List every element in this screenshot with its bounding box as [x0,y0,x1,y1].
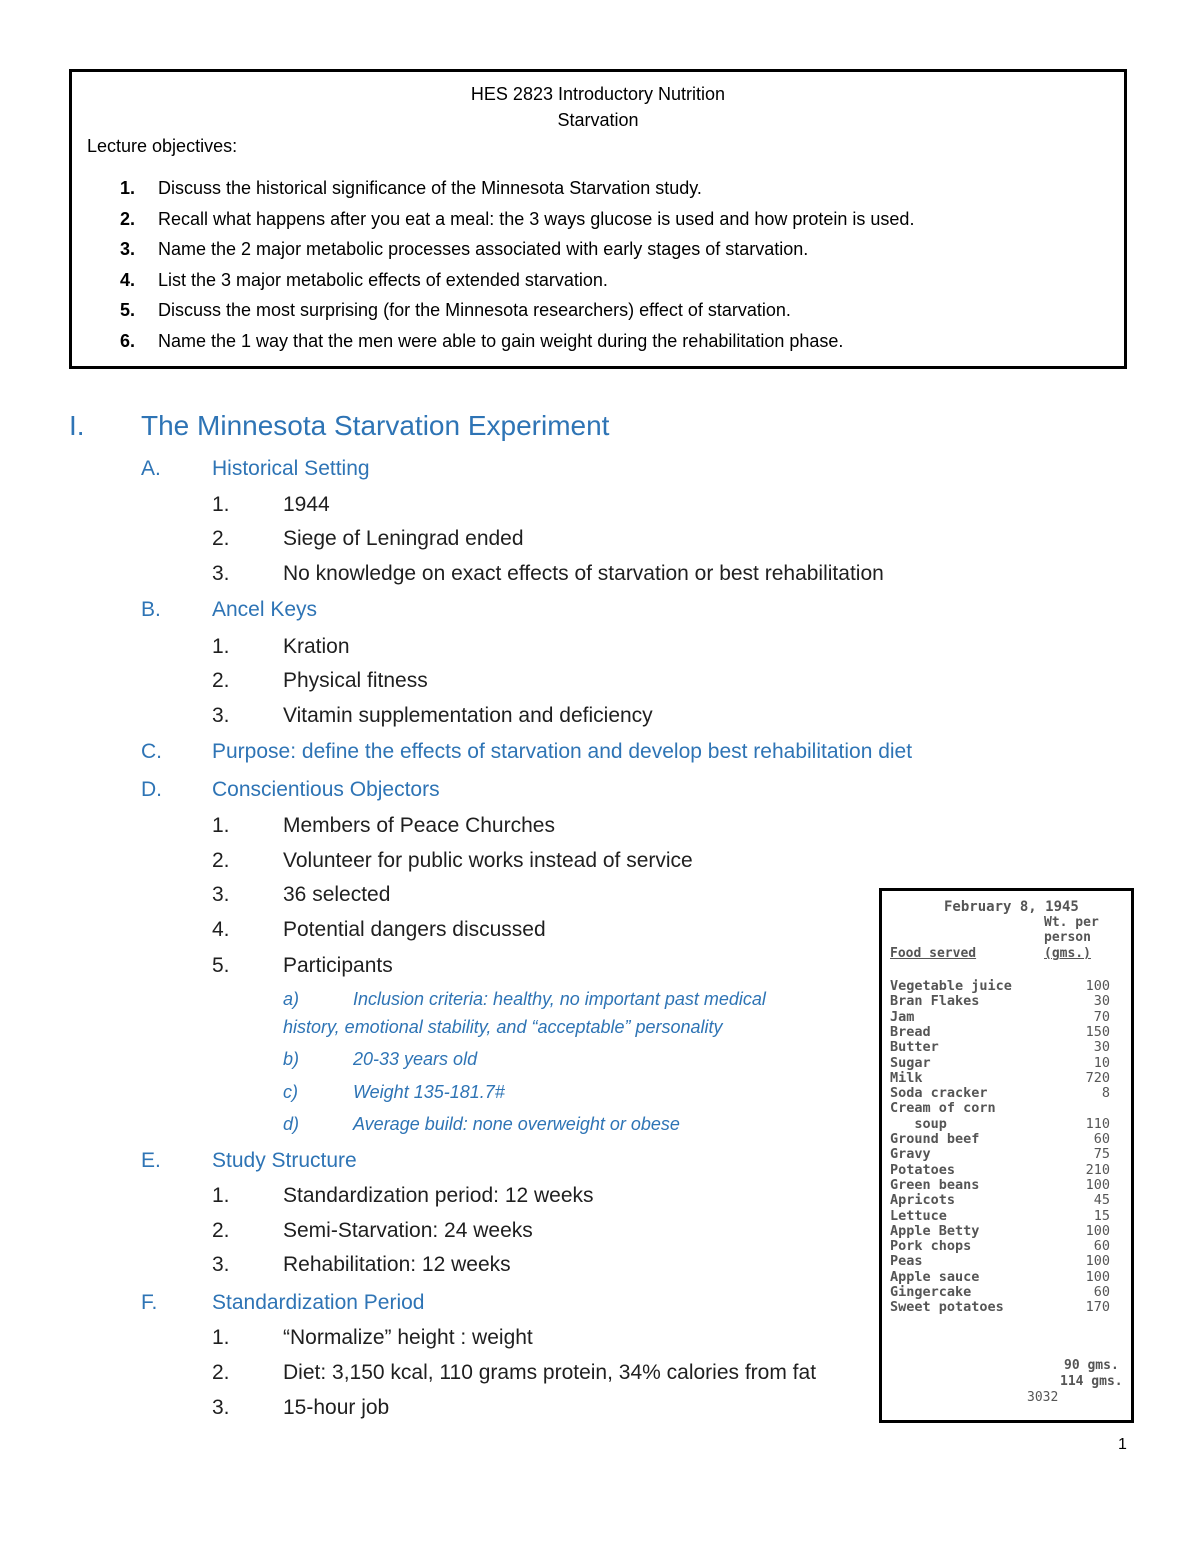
menu-weight: 720 [1085,1069,1110,1086]
objectives-label: Lecture objectives: [87,136,238,156]
outline-num: 2. [212,849,230,872]
sub-letter: a) [283,989,300,1009]
sub-letter: d) [283,1114,300,1134]
list-item: 15-hour job [283,1396,390,1419]
outline-num: 2. [212,1361,230,1384]
menu-food: Butter [890,1039,939,1056]
outline-num: 2. [212,1219,230,1242]
menu-weight: 150 [1085,1023,1110,1040]
outline-num: 1. [212,1184,230,1207]
sub-item: Average build: none overweight or obese [353,1114,680,1134]
menu-total: 90 gms. [1064,1358,1119,1373]
menu-weight: 30 [1093,1039,1110,1056]
list-item: Potential dangers discussed [283,918,546,941]
menu-food: Peas [890,1253,923,1270]
objective-item: 6. Name the 1 way that the men were able to gain weight during the rehabilitation phase. [120,331,844,351]
menu-date: February 8, 1945 [944,899,1079,915]
menu-scan-image [879,888,1134,1423]
heading-conscientious-objectors: Conscientious Objectors [212,778,440,801]
list-item: Vitamin supplementation and deficiency [283,704,653,727]
sub-item: Weight 135-181.7# [353,1082,505,1102]
sub-item-continued: history, emotional stability, and “acceptable” personality [283,1017,723,1037]
outline-num: 2. [212,669,230,692]
objective-item: 4. List the 3 major metabolic effects of extended starvation. [120,270,608,290]
menu-total: 3032 [1027,1390,1059,1405]
list-item: Volunteer for public works instead of service [283,849,693,872]
list-item: Siege of Leningrad ended [283,527,524,550]
outline-num: 3. [212,883,230,906]
outline-letter: B. [141,598,161,621]
menu-weight: 100 [1085,1253,1110,1270]
heading-purpose: Purpose: define the effects of starvation and develop best rehabilitation diet [212,740,913,763]
heading-study-structure: Study Structure [212,1149,357,1172]
menu-weight: 60 [1093,1284,1110,1300]
outline-num: 4. [212,918,230,941]
section-number: I. [69,410,85,441]
outline-num: 1. [212,1326,230,1349]
menu-food: Jam [890,1008,915,1025]
outline-num: 5. [212,954,230,977]
menu-food: Potatoes [890,1161,956,1178]
menu-weight: 100 [1085,1222,1110,1239]
outline-letter: C. [141,740,162,763]
menu-food: Lettuce [890,1207,947,1224]
menu-weight: 8 [1101,1085,1110,1102]
outline-num: 2. [212,527,230,550]
list-item: Diet: 3,150 kcal, 110 grams protein, 34% calories from fat [283,1361,817,1384]
objective-item: 5. Discuss the most surprising (for the Minnesota researchers) effect of starvation. [120,300,791,320]
outline-letter: A. [141,457,161,480]
outline-letter: F. [141,1291,158,1314]
menu-weight: 210 [1085,1161,1110,1178]
list-item: 1944 [283,493,330,516]
list-item: Participants [283,954,393,977]
lecture-title: Starvation [557,110,639,130]
heading-historical-setting: Historical Setting [212,457,370,480]
menu-food: Sweet potatoes [890,1299,1004,1316]
menu-weight: 30 [1093,993,1110,1010]
objective-item: 1. Discuss the historical significance of the Minnesota Starvation study. [120,178,702,198]
objective-item: 2. Recall what happens after you eat a meal: the 3 ways glucose is used and how protein is used. [120,209,915,229]
menu-weight: 70 [1093,1008,1110,1025]
menu-total: 114 gms. [1060,1374,1123,1389]
course-title: HES 2823 Introductory Nutrition [470,84,726,104]
menu-weight: 45 [1093,1192,1110,1209]
menu-food-header: Food served [890,946,977,961]
menu-food: Milk [890,1069,923,1086]
menu-weight: 15 [1093,1207,1110,1224]
list-item: Kration [283,635,350,658]
menu-weight: 60 [1093,1131,1110,1147]
heading-standardization-period: Standardization Period [212,1291,425,1314]
menu-food: Bread [890,1023,931,1040]
menu-weight: 60 [1093,1238,1110,1255]
outline-num: 1. [212,493,230,516]
outline-num: 3. [212,562,230,585]
objectives-box [69,69,1127,369]
outline-num: 3. [212,1396,230,1419]
menu-food: Gravy [890,1146,931,1163]
list-item: No knowledge on exact effects of starvation or best rehabilitation [283,562,884,585]
outline-num: 3. [212,1253,230,1276]
outline-letter: D. [141,778,162,801]
list-item: 36 selected [283,883,391,906]
menu-food: Apple Betty [890,1222,980,1239]
menu-weight: 100 [1085,978,1110,994]
heading-ancel-keys: Ancel Keys [212,598,318,621]
menu-food: soup [890,1115,947,1132]
menu-weight: 100 [1085,1268,1110,1285]
sub-letter: b) [283,1049,300,1069]
menu-food: Vegetable juice [890,978,1012,994]
menu-food: Apricots [890,1192,956,1209]
list-item: Physical fitness [283,669,428,692]
menu-food: Sugar [890,1054,931,1071]
sub-item: Inclusion criteria: healthy, no important past medical [353,989,766,1009]
menu-weight: 75 [1093,1146,1110,1163]
menu-food: Apple sauce [890,1268,980,1285]
menu-weight-header: person [1044,930,1091,945]
menu-weight-header: Wt. per [1044,915,1099,930]
menu-food: Pork chops [890,1238,972,1255]
section-heading: The Minnesota Starvation Experiment [141,410,610,441]
sub-letter: c) [283,1082,298,1102]
menu-food: Green beans [890,1176,980,1193]
list-item: “Normalize” height : weight [283,1326,533,1349]
menu-weight: 110 [1085,1115,1110,1132]
list-item: Standardization period: 12 weeks [283,1184,594,1207]
outline-num: 1. [212,814,230,837]
list-item: Rehabilitation: 12 weeks [283,1253,511,1276]
list-item: Members of Peace Churches [283,814,555,837]
page-number: 1 [1118,1436,1127,1453]
sub-item: 20-33 years old [353,1049,478,1069]
menu-food: Bran Flakes [890,993,980,1010]
menu-food: Ground beef [890,1131,980,1147]
menu-weight: 170 [1085,1299,1110,1316]
outline-letter: E. [141,1149,161,1172]
menu-weight-header: (gms.) [1044,946,1091,961]
menu-food: Gingercake [890,1284,972,1300]
menu-weight: 10 [1093,1054,1110,1071]
menu-food: Cream of corn [890,1100,996,1117]
outline-num: 1. [212,635,230,658]
list-item: Semi-Starvation: 24 weeks [283,1219,533,1242]
menu-weight: 100 [1085,1176,1110,1193]
objective-item: 3. Name the 2 major metabolic processes associated with early stages of starvation. [120,239,809,259]
menu-food: Soda cracker [890,1085,988,1102]
outline-num: 3. [212,704,230,727]
